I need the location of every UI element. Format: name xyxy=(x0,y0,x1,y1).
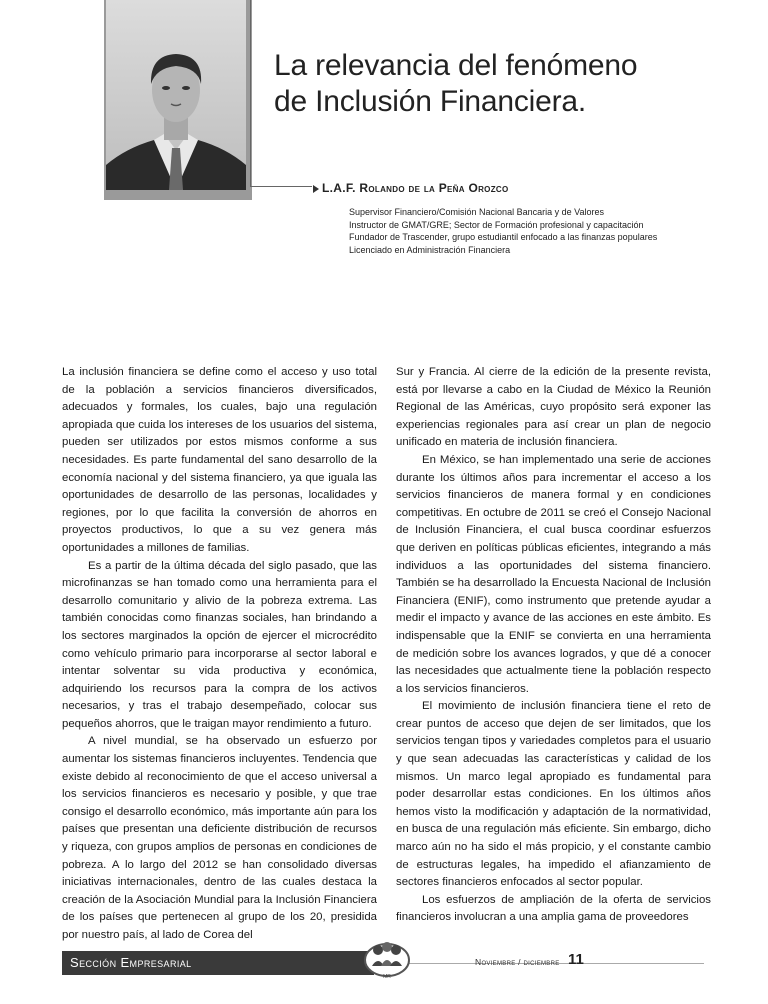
header-divider-horizontal xyxy=(250,186,312,187)
column-left xyxy=(62,364,377,945)
footer-issue: Noviembre / diciembre xyxy=(475,957,560,967)
paragraph: En México, se han implementado una serie de acciones durante los últimos años para incrementar el acceso a los servicios financieros de manera formal y en condiciones competitivas. En octubre de 2011 se creó el Consejo Nacional de Inclusión Financiera, el cual busca coordinar esfuerzos que deriven en políticas públicas eficientes, integrando a más individuos a las oportunidades del sistema financiero. También se ha desarrollado la Encuesta Nacional de Inclusión Financiera (ENIF), como instrumento que pretende ayudar a medir el impacto y avance de las acciones en este ámbito. Es indispensable que la ENIF se convierta en una herramienta de medición sobre los avances logrados, y que dé a conocer las necesidades que actualmente tiene la población respecto a los servicios financieros. xyxy=(396,453,711,695)
title-line-1: La relevancia del fenómeno xyxy=(274,49,638,82)
credential-line: Fundador de Trascender, grupo estudiantil enfocado a las finanzas populares xyxy=(349,232,658,242)
author-photo-frame xyxy=(104,0,252,200)
page-number: 11 xyxy=(568,951,584,968)
paragraph: Es a partir de la última década del siglo pasado, que las microfinanzas se han tomado como una herramienta para el desarrollo comunitario y alivio de la pobreza extrema. Las también conocidas como finanzas sociales, han brindando a los sectores marginados la opción de ejercer el microcrédito como vehículo primario para incorporarse al sector laboral e intentar solventar su vida productiva y económica, adquiriendo los recursos para la compra de los activos necesarios, y tras el trabajo desempeñado, colocar sus pequeños ahorros, que le traigan mayor rendimiento a futuro. xyxy=(62,559,377,730)
credential-line: Instructor de GMAT/GRE; Sector de Formación profesional y capacitación xyxy=(349,219,644,230)
article-title xyxy=(274,48,714,120)
paragraph: La inclusión financiera se define como el acceso y uso total de la población a servicios financieros diversificados, adecuados y formales, los cuales, bajo una regulación apropiada que cuida los intereses de los usuarios del sistema, pueden ser utilizados por estos mismos conforme a sus necesidades. Es parte fundamental del sano desarrollo de la economía nacional y del sistema financiero, ya que iguala las oportunidades de desarrollo de las personas, localidades y regiones, por lo que facilita la conversión de ahorros en proyectos productivos, lo que a su vez genera más oportunidades a millones de familias. xyxy=(62,366,377,554)
author-credentials xyxy=(349,206,709,256)
credential-line: Licenciado en Administración Financiera xyxy=(349,244,511,255)
paragraph: Los esfuerzos de ampliación de la oferta de servicios financieros involucran a una amplia gama de proveedores xyxy=(396,893,711,924)
bullet-arrow-icon xyxy=(313,185,319,193)
paragraph: A nivel mundial, se ha observado un esfuerzo por aumentar los sistemas financieros incluyentes. Tendencia que existe debido al reconocimiento de que el acceso universal a los servicios financieros es necesario y posible, y que trae consigo el desarrollo económico, más importante aún para los países que presentan una deficiente distribución de recursos y riqueza, con grupos amplios de personas en condiciones de pobreza. A lo largo del 2012 se han consolidado diversas iniciativas internacionales, dentro de las cuales destaca la creación de la Asociación Mundial para la Inclusión Financiera de los países que pertenecen al grupo de los 20, presidida por nuestro país, al lado de Corea del xyxy=(62,735,377,941)
author-name: L.A.F. Rolando de la Peña Orozco xyxy=(322,181,509,195)
logo-text: MR xyxy=(383,974,391,980)
magazine-logo-icon xyxy=(362,936,412,980)
paragraph: Sur y Francia. Al cierre de la edición de la presente revista, está por llevarse a cabo en la Ciudad de México la Reunión Regional de las Américas, cuyo propósito será exponer las experiencias regionales para así crear un plan de negocio unificado en materia de inclusión financiera. xyxy=(396,366,711,449)
author-photo xyxy=(106,0,246,190)
author-byline xyxy=(313,181,509,195)
paragraph: El movimiento de inclusión financiera tiene el reto de crear puntos de acceso que dejen de ser limitados, que los servicios tengan tipos y variedades completos para el usuario y que sean adecuadas las características y calidad de los mismos. Un marco legal apropiado es fundamental para poder desarrollar estas condiciones. En los últimos años hemos visto la modificación y adaptación de la normatividad, en busca de una regulación más eficiente. Sin embargo, dicho marco aún no ha sido el más propicio, y el constante cambio de estructuras legales, ha impedido el afianzamiento de sectores financieros enfocados al sector popular. xyxy=(396,700,711,889)
footer-section-label: Sección Empresarial xyxy=(70,955,192,970)
title-line-2: de Inclusión Financiera. xyxy=(274,85,587,118)
credential-line: Supervisor Financiero/Comisión Nacional Bancaria y de Valores xyxy=(349,207,604,217)
column-right xyxy=(396,364,711,927)
header-divider-vertical xyxy=(250,0,251,186)
footer-section-bar xyxy=(62,951,374,975)
